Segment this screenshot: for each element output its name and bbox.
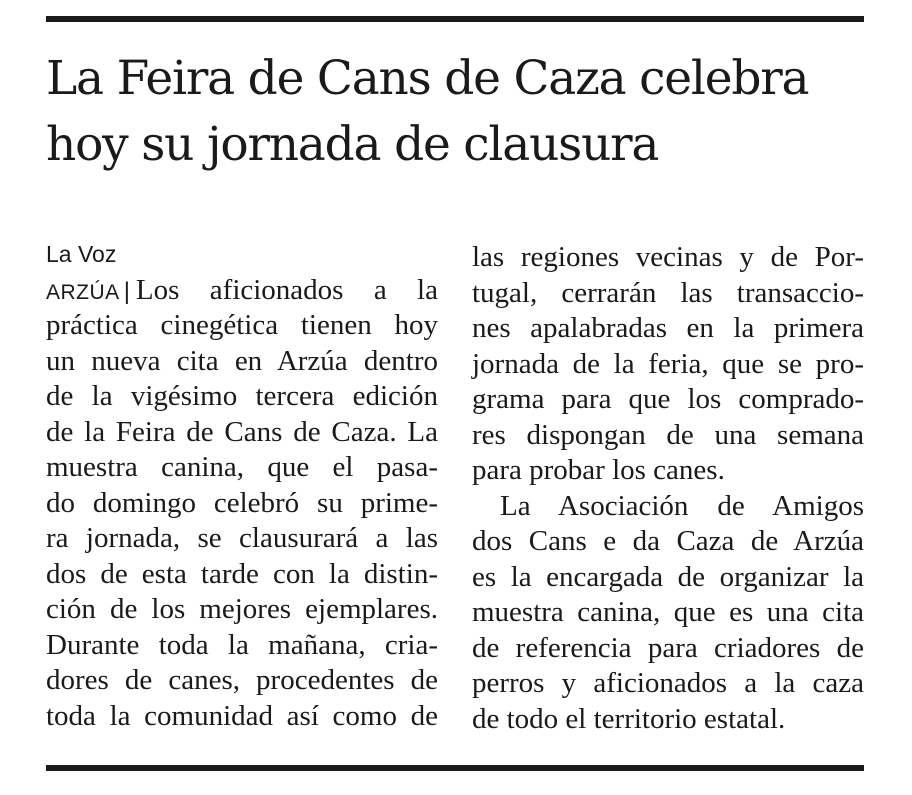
article-line: es la encargada de organizar la (472, 560, 864, 593)
article-line: dos de esta tarde con la distin- (46, 557, 438, 590)
article-line: jornada de la feria, que se pro- (472, 347, 864, 380)
article-line: de la Feira de Cans de Caza. La (46, 415, 438, 448)
article-line: do domingo celebró su prime- (46, 486, 438, 519)
headline (46, 46, 876, 178)
article-line: La Asociación de Amigos (500, 489, 864, 522)
dateline: ARZÚA (46, 280, 120, 304)
article-line: muestra canina, que el pasa- (46, 451, 438, 483)
article-line: Durante toda la mañana, cria- (46, 628, 438, 661)
article-column-left (46, 237, 438, 734)
article-line: ción de los mejores ejemplares. (46, 593, 438, 625)
headline-line: La Feira de Cans de Caza celebra (46, 51, 809, 106)
article-line: grama para que los comprado- (472, 383, 864, 415)
article-line: nes apalabradas en la primera (472, 312, 864, 344)
article-line: muestra canina, que es una cita (472, 596, 864, 628)
bottom-rule (46, 765, 864, 771)
article-line: las regiones vecinas y de Por- (472, 241, 864, 273)
article-line: dos Cans e da Caza de Arzúa (472, 525, 864, 557)
article-line: de la vigésimo tercera edición (46, 380, 438, 412)
byline: La Voz (46, 241, 117, 267)
article-text: Los aficionados a la (135, 273, 438, 306)
article-line: un nueva cita en Arzúa dentro (46, 344, 438, 377)
headline-line: hoy su jornada de clausura (46, 117, 659, 172)
article-line: toda la comunidad así como de (46, 699, 438, 732)
article-line: res dispongan de una semana (472, 418, 864, 451)
article-line: tugal, cerrarán las transaccio- (472, 276, 864, 309)
article-line: práctica cinegética tienen hoy (46, 309, 438, 341)
article-line: perros y aficionados a la caza (472, 667, 864, 699)
article-line: dores de canes, procedentes de (46, 664, 438, 696)
top-rule (46, 16, 864, 22)
article-line: de referencia para criadores de (472, 631, 864, 664)
article-line: ra jornada, se clausurará a las (46, 522, 438, 554)
dateline-separator: | (123, 277, 130, 305)
article-line: de todo el territorio estatal. (472, 702, 786, 735)
article-line (46, 273, 438, 309)
article-line: para probar los canes. (472, 454, 725, 486)
article-column-right (472, 240, 864, 737)
